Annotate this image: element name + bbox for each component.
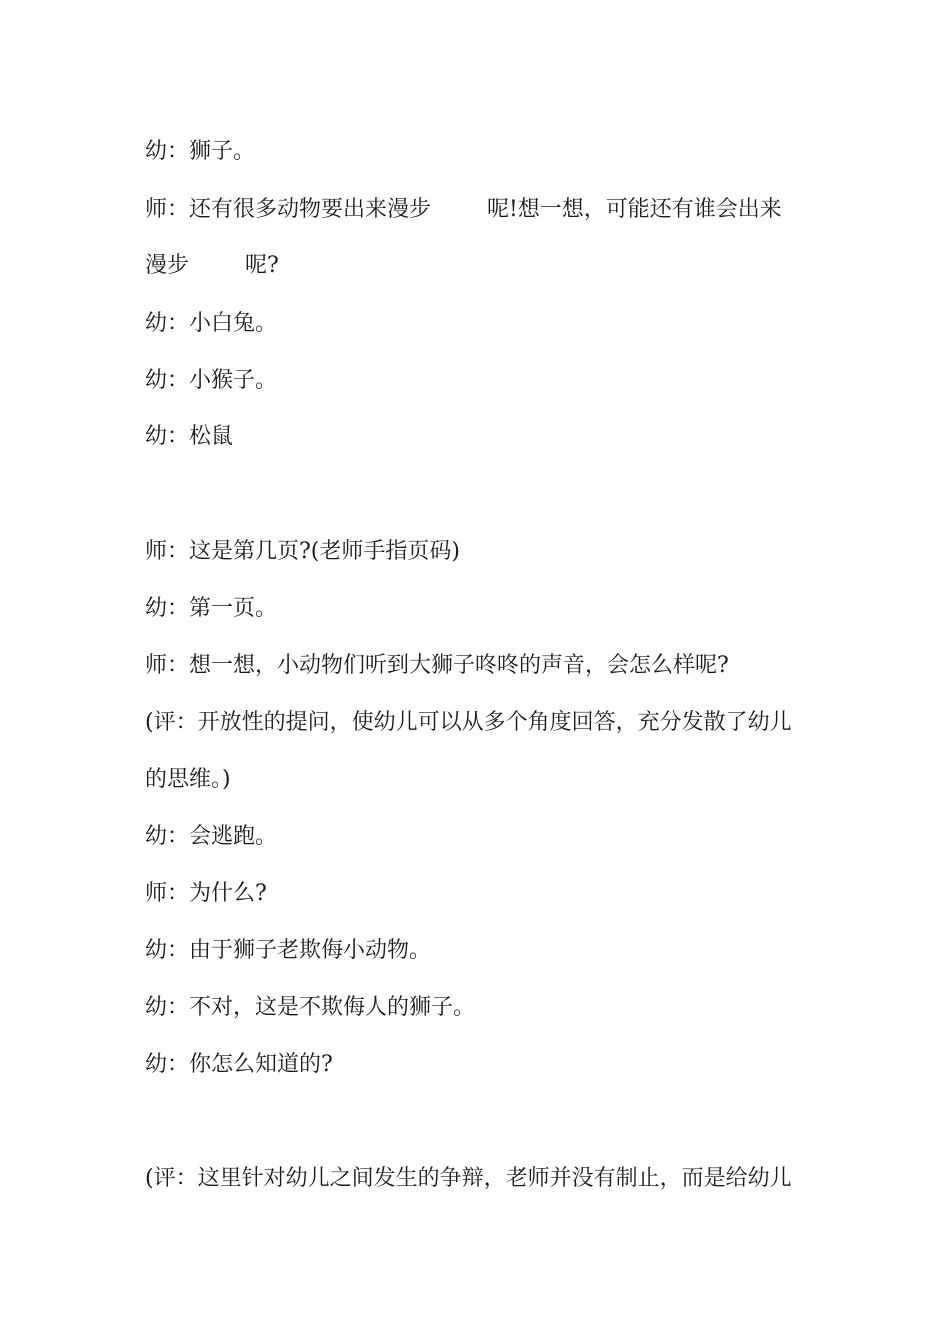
dialogue-line: 幼：松鼠: [145, 424, 234, 449]
dialogue-line: 幼：由于狮子老欺侮小动物。: [145, 938, 432, 963]
dialogue-line: 漫步 呢?: [145, 253, 279, 278]
dialogue-line: 幼：狮子。: [145, 139, 256, 164]
dialogue-line: 幼：小猴子。: [145, 368, 278, 393]
dialogue-line: 师：这是第几页?(老师手指页码): [145, 539, 460, 564]
dialogue-line: 幼：不对，这是不欺侮人的狮子。: [145, 995, 476, 1020]
dialogue-line: 幼：小白兔。: [145, 311, 278, 336]
dialogue-line: 幼：你怎么知道的?: [145, 1052, 333, 1077]
commentary-line: (评：这里针对幼儿之间发生的争辩，老师并没有制止，而是给幼儿: [145, 1166, 792, 1191]
dialogue-line: 师：想一想，小动物们听到大狮子咚咚的声音，会怎么样呢?: [145, 653, 729, 678]
commentary-line: 的思维。): [145, 767, 231, 792]
commentary-line: (评：开放性的提问，使幼儿可以从多个角度回答，充分发散了幼儿: [145, 710, 792, 735]
dialogue-line: 师：为什么?: [145, 881, 267, 906]
dialogue-line: 幼：会逃跑。: [145, 824, 278, 849]
dialogue-line: 幼：第一页。: [145, 596, 278, 621]
dialogue-line: 师：还有很多动物要出来漫步 呢!想一想，可能还有谁会出来: [145, 197, 782, 222]
